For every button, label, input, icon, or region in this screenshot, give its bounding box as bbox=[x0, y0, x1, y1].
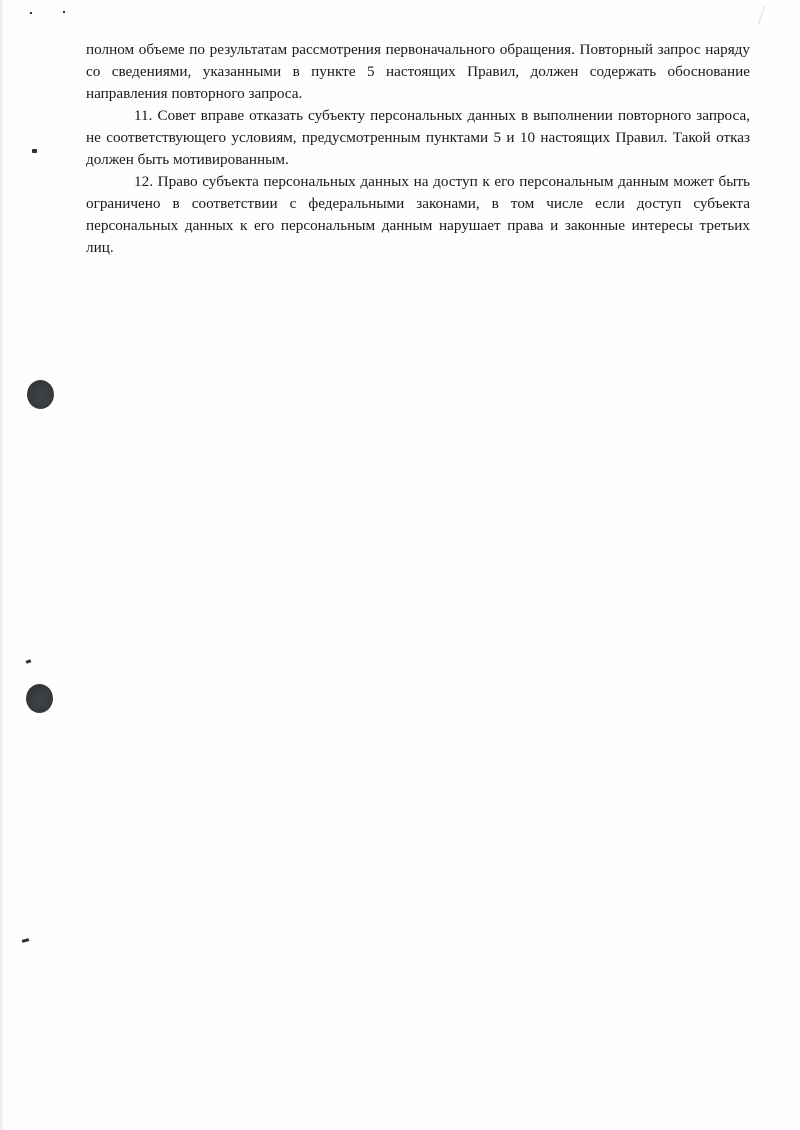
scan-edge-shadow bbox=[0, 0, 4, 1130]
paragraph-continuation: полном объеме по результатам рассмотрения первоначального обращения. Повторный запрос наряду со сведениями, указанными в пункте 5 настоящих Правил, должен содержать обоснование направления повторного запроса. bbox=[86, 41, 750, 102]
paragraph-item-11: 11. Совет вправе отказать субъекту персональных данных в выполнении повторного запроса, не соответствующего условиям, предусмотренным пунктами 5 и 10 настоящих Правил. Такой отказ должен быть мотивированным. bbox=[86, 107, 750, 168]
scan-speck bbox=[26, 659, 32, 664]
punch-hole bbox=[27, 380, 54, 409]
scan-speck bbox=[22, 938, 30, 943]
punch-hole bbox=[26, 684, 53, 713]
scan-speck bbox=[30, 12, 32, 14]
paragraph-item-12: 12. Право субъекта персональных данных на доступ к его персональным данным может быть ограничено в соответствии с федеральными законами, в том числе если доступ субъекта персональных данных к его персональным данным нарушает права и законные интересы третьих лиц. bbox=[86, 173, 750, 256]
scan-speck bbox=[63, 11, 65, 13]
corner-pencil-mark bbox=[758, 6, 775, 24]
document-body bbox=[86, 39, 750, 259]
scan-speck bbox=[32, 149, 37, 153]
